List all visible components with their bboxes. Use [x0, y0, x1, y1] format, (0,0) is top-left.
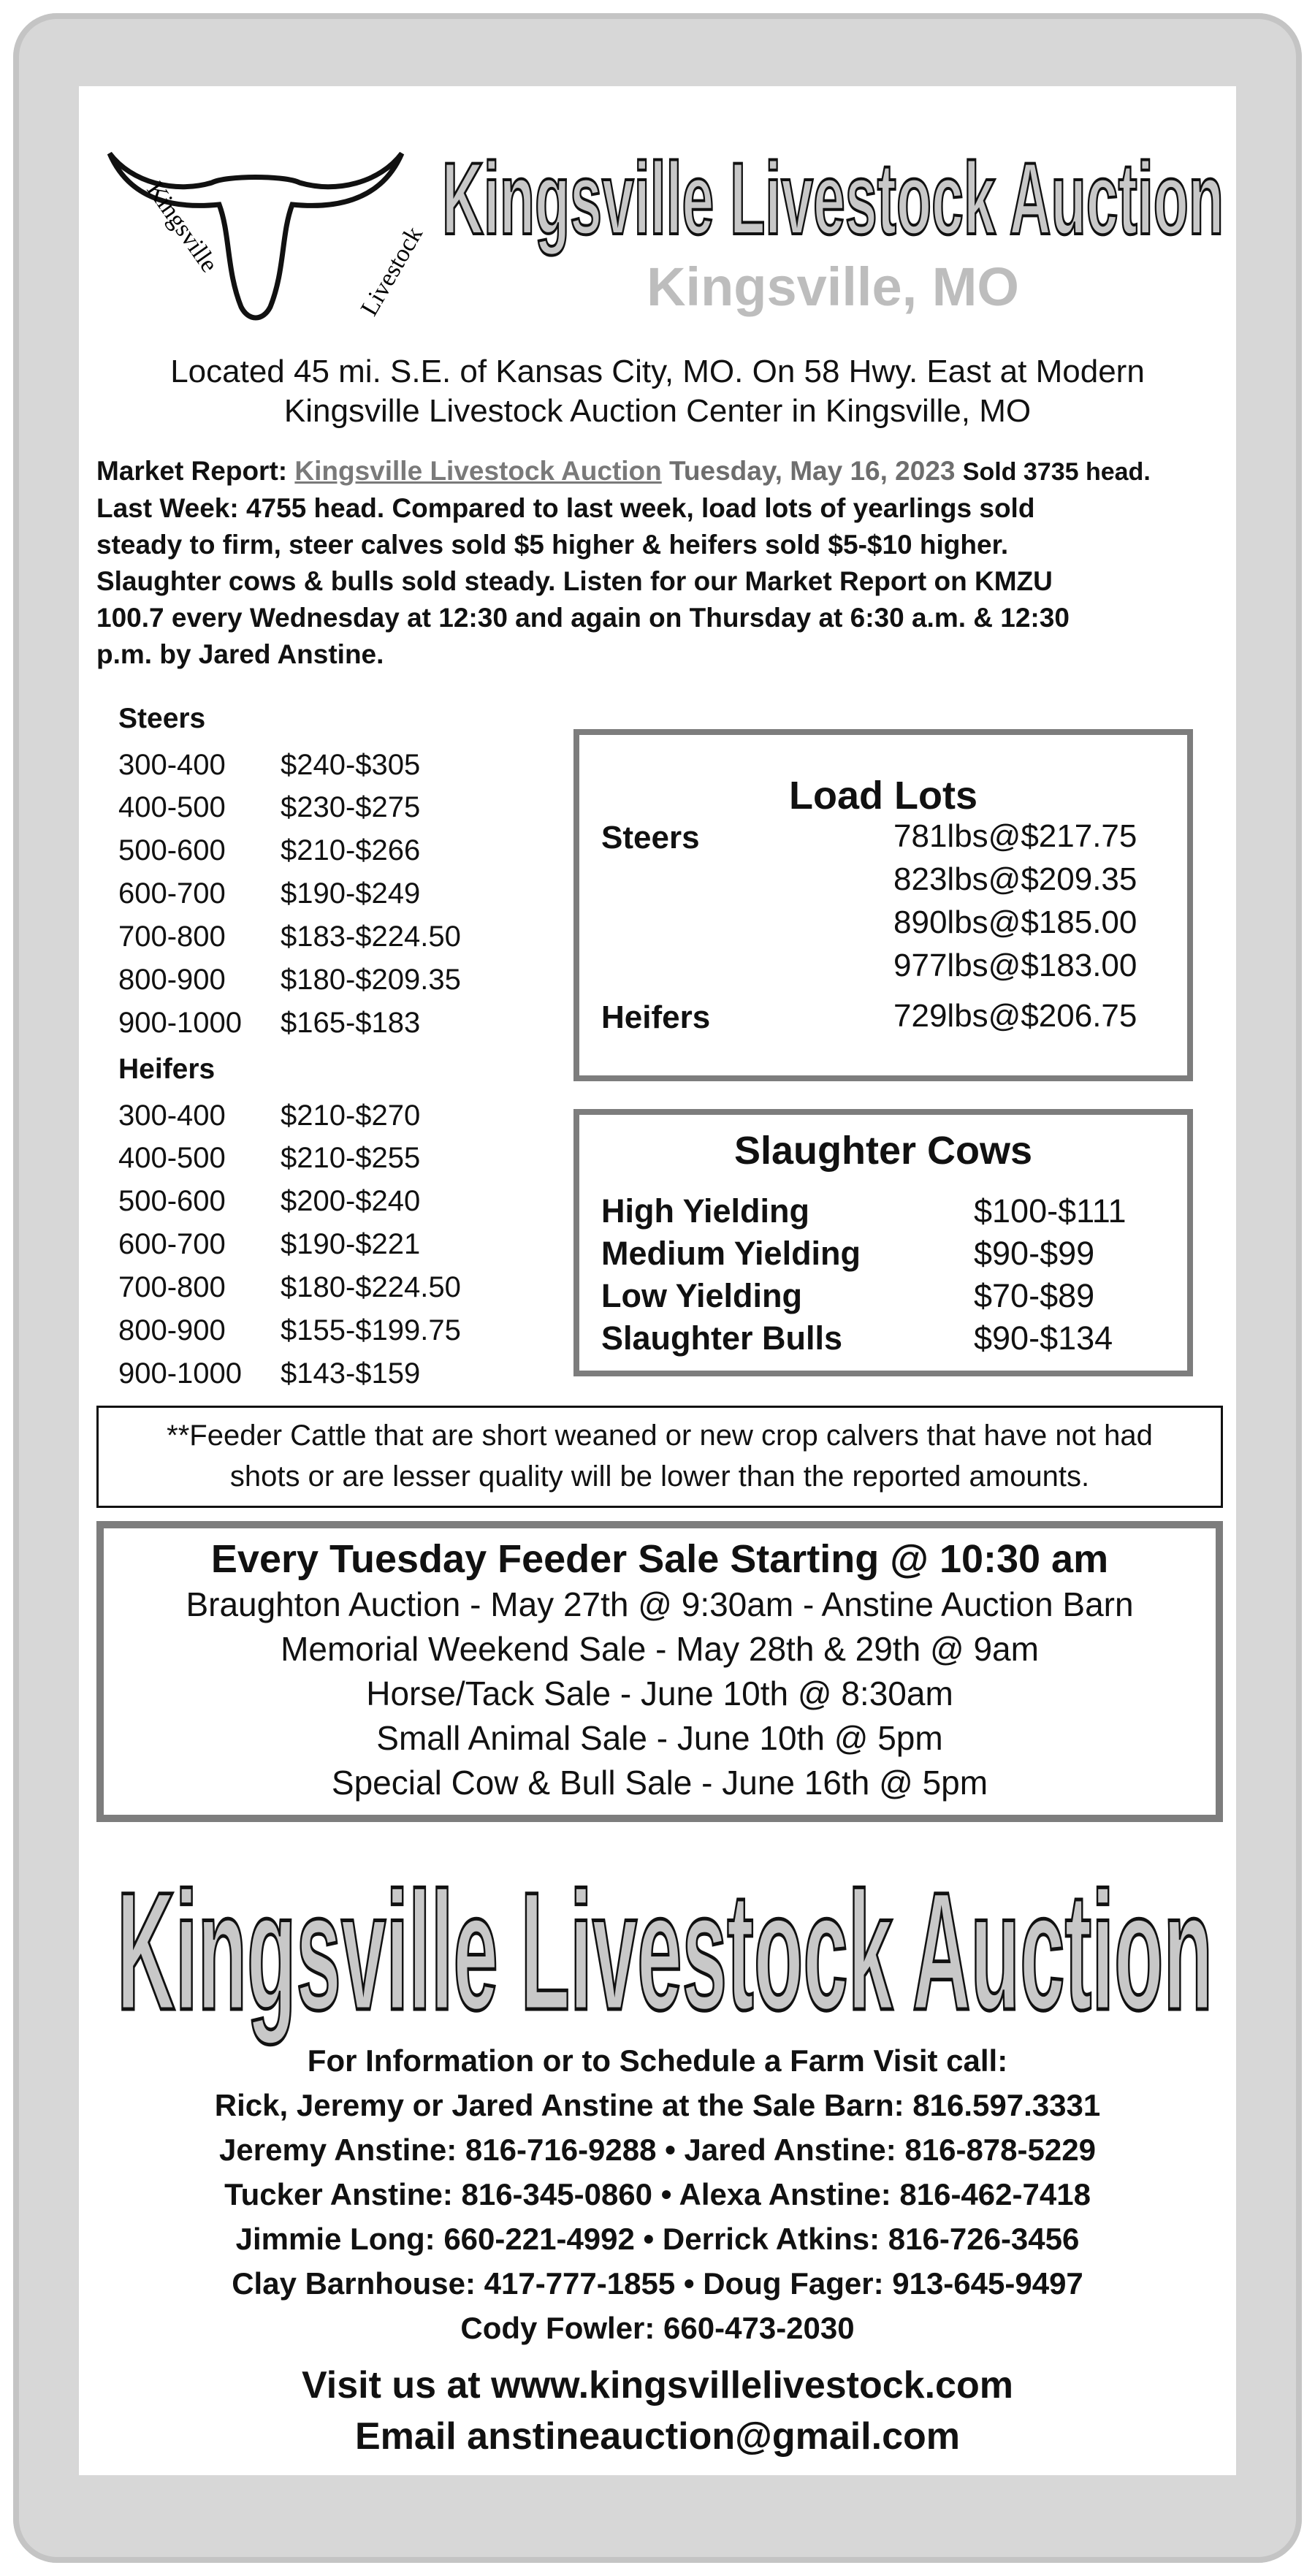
- steers-row: 400-500 $230-$275: [118, 791, 421, 823]
- slaughter-label: Slaughter Bulls: [601, 1319, 843, 1357]
- load-lots-value: 729lbs@$206.75: [893, 998, 1137, 1034]
- contact-info: For Information or to Schedule a Farm Visit call: Rick, Jeremy or Jared Anstine at the Sale Barn: 816.597.3331 Jeremy Anstine: 816-716-9288 • Jared Anstine: 816-878-5229 Tucker Anstine: 816-345-0860 • Alexa Anstine: 816-462-7418 Jimmie Long: 660-221-4992 • Derrick Atkins: 816-726-3456 Clay Barnhouse: 417-777-1855 • Doug Fager: 913-645-9497 Cody Fowler: 660-473-2030: [214, 2043, 1101, 2345]
- heifers-row: 400-500 $210-$255: [118, 1142, 421, 1174]
- event-item: Small Animal Sale - June 10th @ 5pm: [376, 1719, 943, 1757]
- load-lots-heifers-label: Heifers: [601, 999, 711, 1035]
- load-lots-value: 890lbs@$185.00: [893, 904, 1137, 940]
- market-report-label: Market Report:: [96, 456, 288, 486]
- svg-text:Kingsville Livestock Auction: Kingsville Livestock Auction: [442, 141, 1224, 256]
- steers-row: 800-900 $180-$209.35: [118, 964, 461, 996]
- logo-right-text: Livestock: [355, 222, 428, 321]
- footer-brand-title: [102, 1841, 1227, 2046]
- heifers-row: 500-600 $200-$240: [118, 1185, 421, 1217]
- website-link[interactable]: Visit us at www.kingsvillelivestock.com: [302, 2364, 1013, 2407]
- location-text: Located 45 mi. S.E. of Kansas City, MO. On 58 Hwy. East at Modern Kingsville Livestock Auction Center in Kingsville, MO: [170, 354, 1145, 429]
- heifers-heading: Heifers: [118, 1053, 216, 1085]
- event-item: Special Cow & Bull Sale - June 16th @ 5pm: [331, 1764, 988, 1802]
- steers-heading: Steers: [118, 703, 206, 734]
- heifers-row: 700-800 $180-$224.50: [118, 1271, 461, 1303]
- slaughter-price: $70-$89: [974, 1277, 1095, 1314]
- load-lots-value: 823lbs@$209.35: [893, 861, 1137, 897]
- upcoming-sales-box: [96, 1521, 1223, 1822]
- slaughter-cows-title: Slaughter Cows: [733, 1129, 1033, 1173]
- heifers-row: 300-400 $210-$270: [118, 1100, 421, 1132]
- auction-link[interactable]: Kingsville Livestock Auction: [294, 456, 662, 486]
- steers-row: 500-600 $210-$266: [118, 834, 421, 866]
- event-item: Braughton Auction - May 27th @ 9:30am - Anstine Auction Barn: [186, 1585, 1134, 1623]
- slaughter-label: High Yielding: [601, 1192, 810, 1230]
- event-item: Memorial Weekend Sale - May 28th & 29th @ 9am: [281, 1630, 1039, 1668]
- brand-title: [431, 132, 1235, 256]
- slaughter-cows-box: [573, 1109, 1193, 1376]
- slaughter-label: Medium Yielding: [601, 1235, 861, 1272]
- market-report: Market Report: Kingsville Livestock Auction Tuesday, May 16, 2023 Sold 3735 head. Last Week: 4755 head. Compared to last week, load lots of yearlings sold steady to firm, steer calves sold $5 higher & heifers sold $5-$10 higher. Slaughter cows & bulls sold steady. Listen for our Market Report on KMZU 100.7 every Wednesday at 12:30 and again on Thursday at 6:30 a.m. & 12:30 p.m. by Jared Anstine.: [96, 456, 1151, 669]
- load-lots-value: 781lbs@$217.75: [893, 818, 1137, 854]
- heifers-row: 800-900 $155-$199.75: [118, 1314, 461, 1346]
- heifers-row: 900-1000 $143-$159: [118, 1357, 421, 1390]
- email-link[interactable]: Email anstineauction@gmail.com: [354, 2415, 960, 2458]
- steers-row: 700-800 $183-$224.50: [118, 921, 461, 953]
- heifers-row: 600-700 $190-$221: [118, 1228, 421, 1260]
- load-lots-value: 977lbs@$183.00: [893, 948, 1137, 983]
- slaughter-label: Low Yielding: [601, 1277, 803, 1314]
- sold-count: Sold 3735 head.: [962, 458, 1151, 486]
- feeder-cattle-note: **Feeder Cattle that are short weaned or new crop calvers that have not had shots or are lesser quality will be lower than the reported amounts.: [96, 1406, 1223, 1508]
- load-lots-title: Load Lots: [789, 774, 977, 818]
- slaughter-price: $100-$111: [974, 1192, 1127, 1230]
- svg-text:Kingsville Livestock Auction: Kingsville Livestock Auction: [117, 1857, 1213, 2045]
- load-lots-steers-label: Steers: [601, 820, 700, 856]
- steers-row: 900-1000 $165-$183: [118, 1007, 421, 1039]
- slaughter-price: $90-$99: [974, 1235, 1095, 1272]
- steers-row: 600-700 $190-$249: [118, 877, 421, 910]
- steers-row: 300-400 $240-$305: [118, 749, 421, 781]
- events-heading: Every Tuesday Feeder Sale Starting @ 10:30 am: [210, 1537, 1109, 1581]
- report-date: Tuesday, May 16, 2023: [669, 456, 956, 486]
- logo-left-text: Kingsville: [141, 177, 224, 278]
- longhorn-logo-icon: [102, 124, 428, 336]
- web-contact: [88, 2360, 1227, 2462]
- slaughter-price: $90-$134: [974, 1319, 1113, 1357]
- city-subtitle: Kingsville, MO: [647, 256, 1019, 317]
- event-item: Horse/Tack Sale - June 10th @ 8:30am: [366, 1674, 953, 1712]
- load-lots-box: [573, 729, 1193, 1081]
